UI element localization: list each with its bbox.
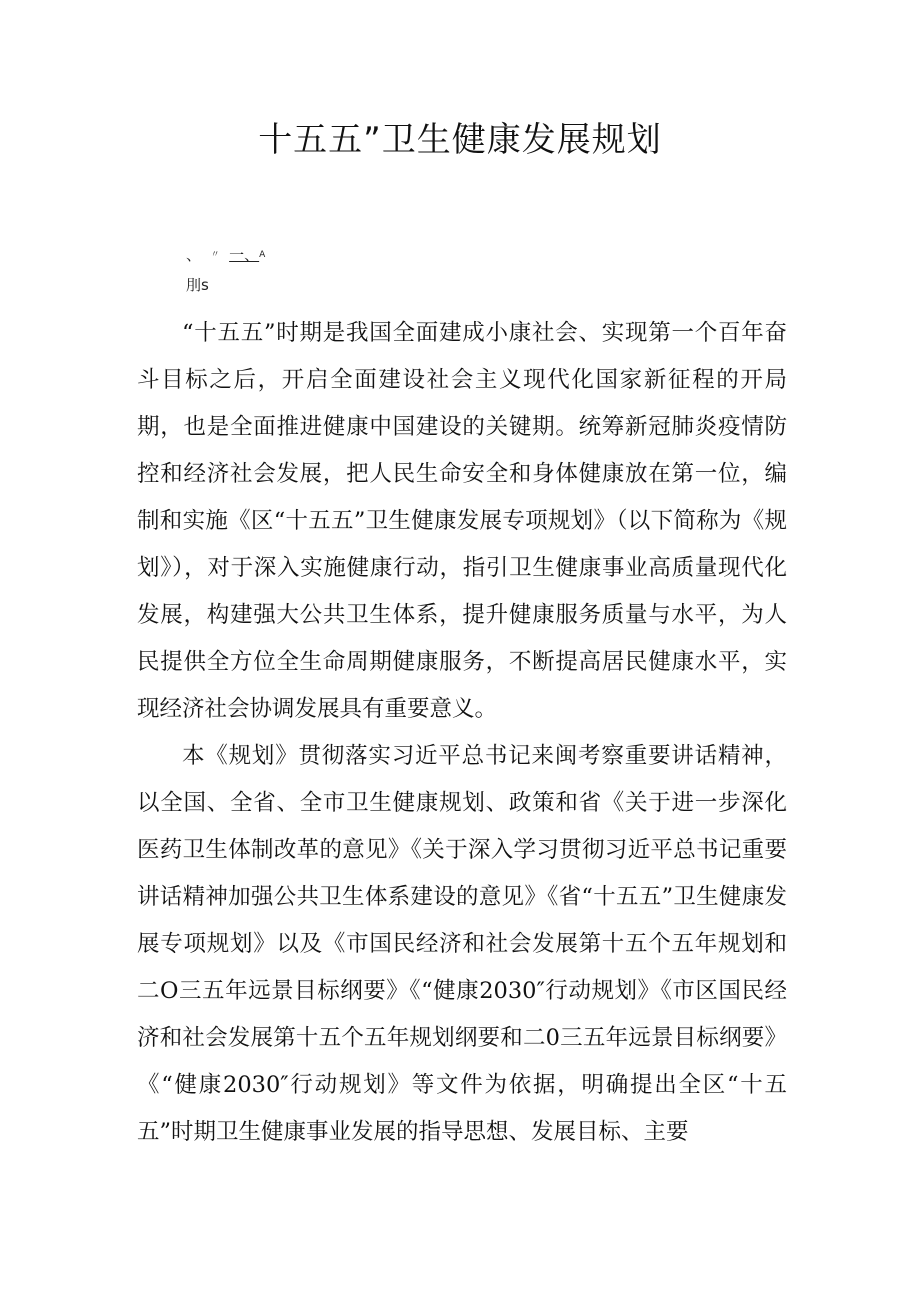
document-title: 十五五”卫生健康发展规划 xyxy=(258,120,662,160)
section-heading-part: 一、 xyxy=(229,246,260,264)
body-paragraph: “十五五”时期是我国全面建成小康社会、实现第一个百年奋斗目标之后，开启全面建设社会主义现代化国家新征程的开局期，也是全面推进健康中国建设的关键期。统筹新冠肺炎疫情防控和经济社会发展，把人民生命安全和身体健康放在第一位，编制和实施《区“十五五”卫生健康发展专项规划》（以下简称为《规划》），对于深入实施健康行动，指引卫生健康事业高质量现代化发展，构建强大公共卫生体系，提升健康服务质量与水平，为人民提供全方位全生命周期健康服务，不断提高居民健康水平，实现经济社会协调发展具有重要意义。 xyxy=(137,320,787,722)
section-heading-part: 、 xyxy=(186,246,202,264)
section-heading-part: A xyxy=(259,250,266,260)
body-paragraph: 本《规划》贯彻落实习近平总书记来闽考察重要讲话精神，以全国、全省、全市卫生健康规划、政策和省《关于进一步深化医药卫生体制改革的意见》《关于深入学习贯彻习近平总书记重要讲话精神加强公共卫生体系建设的意见》《省“十五五”卫生健康发展专项规划》以及《市国民经济和社会发展第十五个五年规划和二O三五年远景目标纲要》《“健康2030″行动规划》《市区国民经济和社会发展第十五个五年规划纲要和二0三五年远景目标纲要》《“健康2030″行动规划》等文件为依据，明确提出全区“十五五”时期卫生健康事业发展的指导思想、发展目标、主要 xyxy=(137,743,787,1145)
section-heading-line2: 刖s xyxy=(186,276,209,294)
section-heading xyxy=(186,244,265,266)
document-body xyxy=(137,310,787,1156)
section-heading-part: 〃 xyxy=(210,250,220,260)
